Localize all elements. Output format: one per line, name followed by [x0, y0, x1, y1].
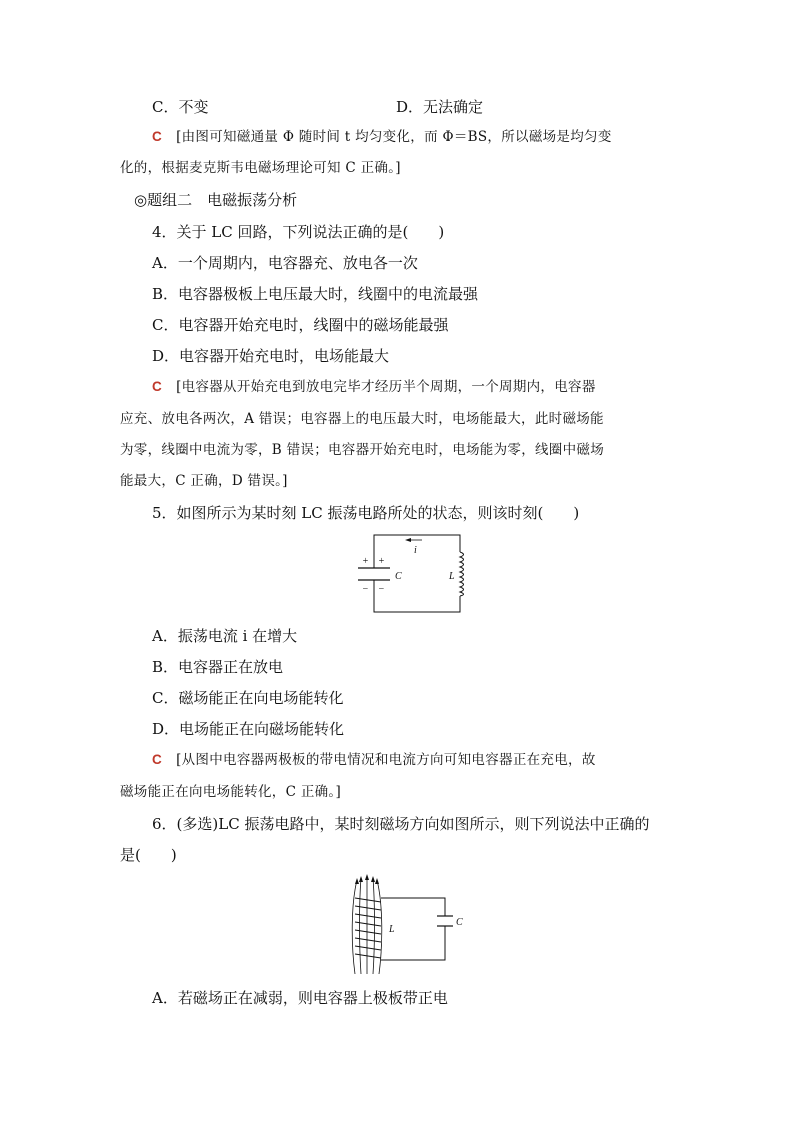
- q3-option-d: D．无法确定: [396, 98, 484, 116]
- q6-option-a: A．若磁场正在减弱，则电容器上极板带正电: [152, 989, 448, 1007]
- q4-answer: C: [152, 379, 163, 394]
- q4-explanation-line4: 能最大，C 正确，D 错误。]: [120, 473, 288, 489]
- q3-option-c: C．不变: [152, 98, 209, 116]
- q5-option-c: C．磁场能正在向电场能转化: [152, 689, 344, 707]
- q5-option-a: A．振荡电流 i 在增大: [152, 627, 298, 645]
- group2-heading: ◎题组二 电磁振荡分析: [134, 191, 298, 209]
- q3-explanation-line2: 化的，根据麦克斯韦电磁场理论可知 C 正确。]: [120, 160, 401, 176]
- q3-explanation-text1: [由图可知磁通量 Φ 随时间 t 均匀变化，而 Φ＝BS，所以磁场是均匀变: [176, 129, 612, 145]
- q4-option-c: C．电容器开始充电时，线圈中的磁场能最强: [152, 316, 449, 334]
- q5-fig-plus-left: +: [362, 556, 369, 567]
- q5-fig-plus-right: +: [378, 556, 385, 567]
- q4-option-d: D．电容器开始充电时，电场能最大: [152, 347, 390, 365]
- q4-explanation-line2: 应充、放电各两次，A 错误；电容器上的电压最大时，电场能最大，此时磁场能: [120, 411, 604, 427]
- q5-fig-inductor-label: L: [449, 571, 455, 582]
- q3-explanation-line1: [152, 127, 612, 147]
- q5-answer: C: [152, 752, 163, 767]
- q5-fig-current-label: i: [414, 545, 417, 556]
- q4-explanation-text1: [电容器从开始充电到放电完毕才经历半个周期，一个周期内，电容器: [176, 379, 596, 395]
- q5-fig-capacitor-label: C: [395, 571, 402, 582]
- q6-fig-inductor-label: L: [389, 924, 395, 935]
- q5-fig-minus-left: −: [362, 584, 369, 595]
- q5-explanation-line2: 磁场能正在向电场能转化，C 正确。]: [120, 784, 342, 800]
- q4-option-a: A．一个周期内，电容器充、放电各一次: [152, 254, 418, 272]
- q5-option-b: B．电容器正在放电: [152, 658, 284, 676]
- q4-explanation-line3: 为零，线圈中电流为零，B 错误；电容器开始充电时，电场能为零，线圈中磁场: [120, 442, 605, 458]
- q4-option-b: B．电容器极板上电压最大时，线圈中的电流最强: [152, 285, 479, 303]
- q5-explanation-text1: [从图中电容器两极板的带电情况和电流方向可知电容器正在充电，故: [176, 752, 596, 768]
- q5-stem: 5．如图所示为某时刻 LC 振荡电路所处的状态，则该时刻( ): [152, 504, 580, 522]
- q6-stem-line1: 6．(多选)LC 振荡电路中，某时刻磁场方向如图所示，则下列说法中正确的: [152, 815, 650, 833]
- q6-fig-capacitor-label: C: [456, 917, 463, 928]
- q4-stem: 4．关于 LC 回路，下列说法正确的是( ): [152, 223, 445, 241]
- q5-option-d: D．电场能正在向磁场能转化: [152, 720, 345, 738]
- q6-stem-line2: 是( ): [120, 846, 177, 864]
- q5-lc-circuit-figure: [350, 530, 470, 616]
- q5-explanation-line1: [152, 750, 596, 770]
- q3-answer: C: [152, 129, 163, 144]
- q6-lc-circuit-figure: [345, 874, 475, 976]
- q4-explanation-line1: [152, 377, 596, 397]
- q5-fig-minus-right: −: [378, 584, 385, 595]
